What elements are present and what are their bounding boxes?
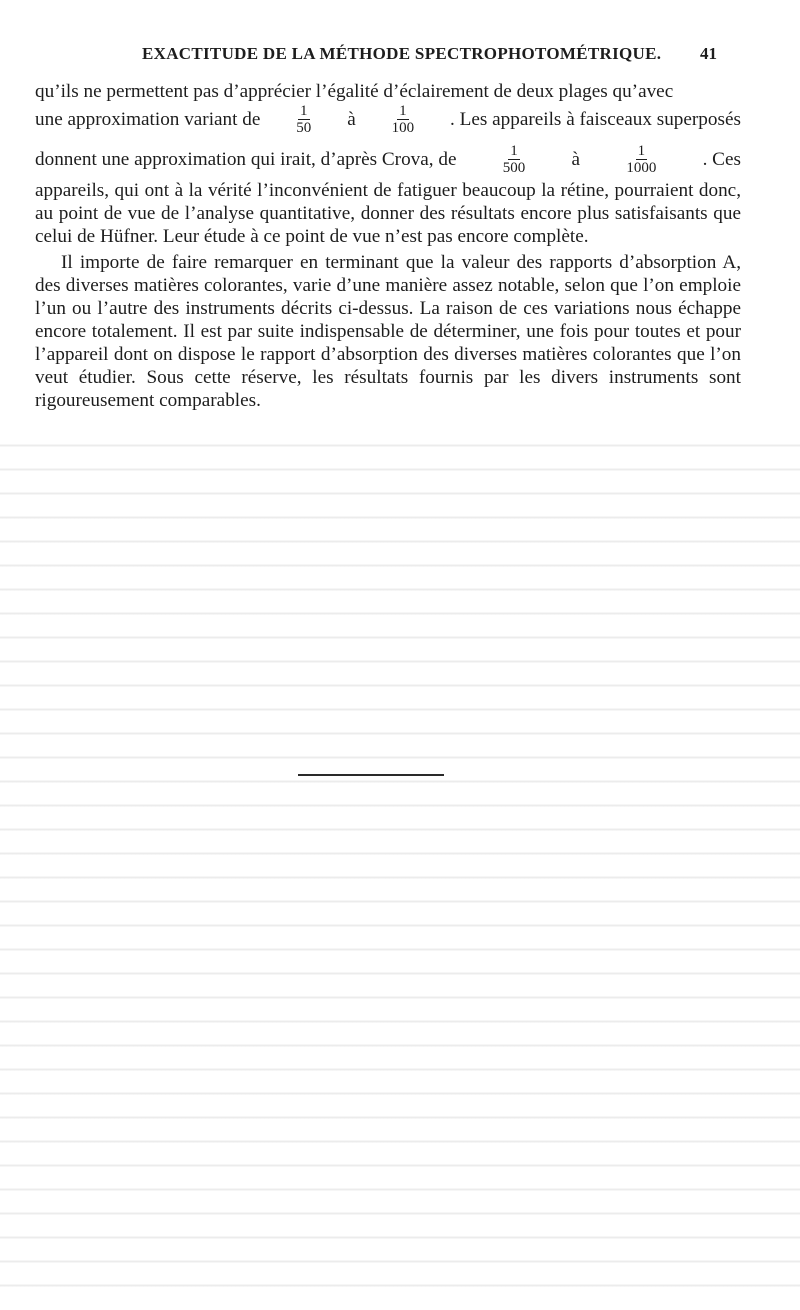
fraction-numerator: 1 bbox=[510, 142, 518, 159]
text-run: une approximation variant de bbox=[35, 108, 261, 130]
text-run: à bbox=[571, 148, 581, 170]
fraction-numerator: 1 bbox=[300, 102, 308, 119]
text-run: à bbox=[347, 108, 356, 130]
running-title: EXACTITUDE DE LA MÉTHODE SPECTROPHOTOMÉTRIQUE. bbox=[142, 44, 662, 63]
line-1 bbox=[35, 80, 741, 103]
text-run: donnent une approximation qui irait, d’après Crova, de bbox=[35, 148, 457, 170]
fraction-numerator: 1 bbox=[399, 102, 407, 119]
fraction-denominator: 50 bbox=[296, 119, 312, 136]
paragraph-1-continuation: appareils, qui ont à la vérité l’inconvénient de fatiguer beaucoup la rétine, pourraient donc, au point de vue de l’analyse quantitative, donner des résultats encore plus satisfaisants que celui de Hüfner. Leur étude à ce point de vue n’est pas encore complète. bbox=[35, 180, 741, 247]
page-number: 41 bbox=[700, 44, 717, 63]
show-through-texture bbox=[0, 430, 800, 1290]
paragraph-2: Il importe de faire remarquer en terminant que la valeur des rapports d’absorption A, des diverses matières colorantes, varie d’une manière assez notable, selon que l’on emploie l’un ou l’autre des instruments décrits ci-dessus. La raison de ces variations nous échappe encore totalement. Il est par suite indispensable de déterminer, une fois pour toutes et pour l’appareil dont on dispose le rapport d’absorption des diverses matières colorantes que l’on veut étudier. Sous cette réserve, les résultats fournis par les divers instruments sont rigoureusement comparables. bbox=[35, 252, 741, 411]
fraction-numerator: 1 bbox=[637, 142, 646, 159]
paragraph-1 bbox=[35, 80, 741, 248]
fraction-1-100 bbox=[390, 103, 417, 136]
text-run: . Ces bbox=[702, 148, 741, 170]
section-divider bbox=[298, 774, 444, 776]
fraction-1-500 bbox=[501, 143, 528, 176]
text-run: . Les appareils à faisceaux superposés bbox=[450, 108, 741, 130]
fraction-denominator: 100 bbox=[391, 119, 415, 136]
page-body bbox=[35, 80, 741, 412]
fraction-denominator: 500 bbox=[502, 159, 526, 176]
text-run: qu’ils ne permettent pas d’apprécier l’égalité d’éclairement de deux plages qu’avec bbox=[35, 81, 674, 102]
line-2 bbox=[35, 103, 741, 135]
fraction-1-50 bbox=[294, 103, 313, 136]
page-header bbox=[0, 44, 800, 68]
fraction-1-1000 bbox=[624, 143, 658, 176]
line-3 bbox=[35, 139, 741, 179]
fraction-denominator: 1000 bbox=[626, 159, 657, 176]
